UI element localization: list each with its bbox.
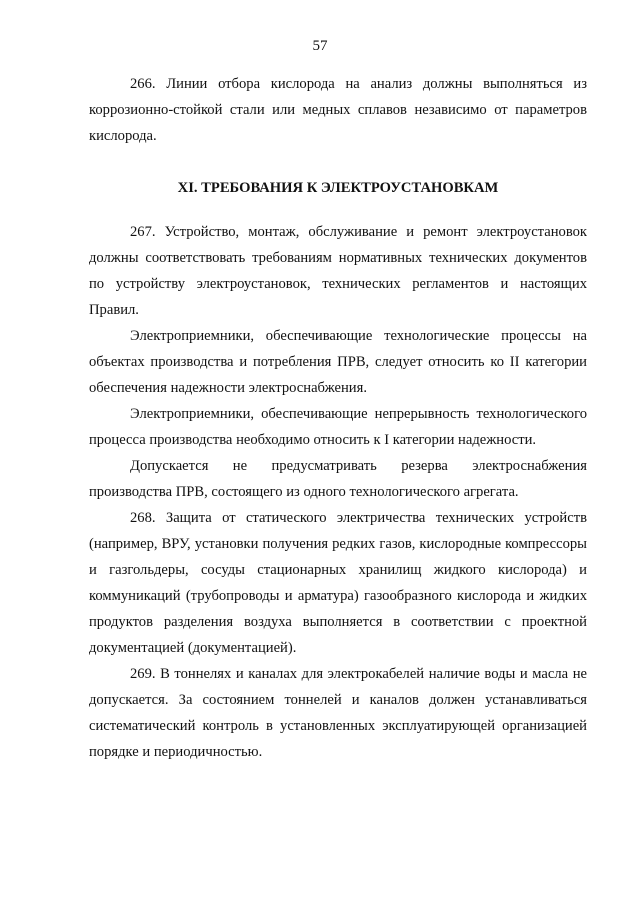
paragraph-268: 268. Защита от статического электричества технических устройств (например, ВРУ, установки получения редких газов, кислородные компрессоры и газгольдеры, сосуды стационарных хранилищ жидкого кислорода) и коммуникаций (трубопроводы и арматура) газообразного кислорода и жидких продуктов разделения воздуха выполняется в соответствии с проектной документацией (документацией). <box>89 510 587 656</box>
paragraph-267-category-i: Электроприемники, обеспечивающие непрерывность технологического процесса производства необходимо относить к I категории надежности. <box>89 406 587 448</box>
text-block-top <box>89 71 587 149</box>
paragraph-266: 266. Линии отбора кислорода на анализ должны выполняться из коррозионно-стойкой стали или медных сплавов независимо от параметров кислорода. <box>89 76 587 144</box>
paragraph-267-category-ii: Электроприемники, обеспечивающие технологические процессы на объектах производства и потребления ПРВ, следует относить ко II категории обеспечения надежности электроснабжения. <box>89 328 587 396</box>
text-block-main <box>89 219 587 765</box>
paragraph-267-reserve: Допускается не предусматривать резерва электроснабжения производства ПРВ, состоящего из одного технологического агрегата. <box>89 458 587 500</box>
paragraph-267: 267. Устройство, монтаж, обслуживание и ремонт электроустановок должны соответствовать требованиям нормативных технических документов по устройству электроустановок, технических регламентов и настоящих Правил. <box>89 224 587 318</box>
page-number: 57 <box>312 38 328 54</box>
section-heading: XI. ТРЕБОВАНИЯ К ЭЛЕКТРОУСТАНОВКАМ <box>177 180 499 196</box>
paragraph-269: 269. В тоннелях и каналах для электрокабелей наличие воды и масла не допускается. За состоянием тоннелей и каналов должен устанавливаться систематический контроль в установленных эксплуатирующей организацией порядке и периодичностью. <box>89 666 587 760</box>
